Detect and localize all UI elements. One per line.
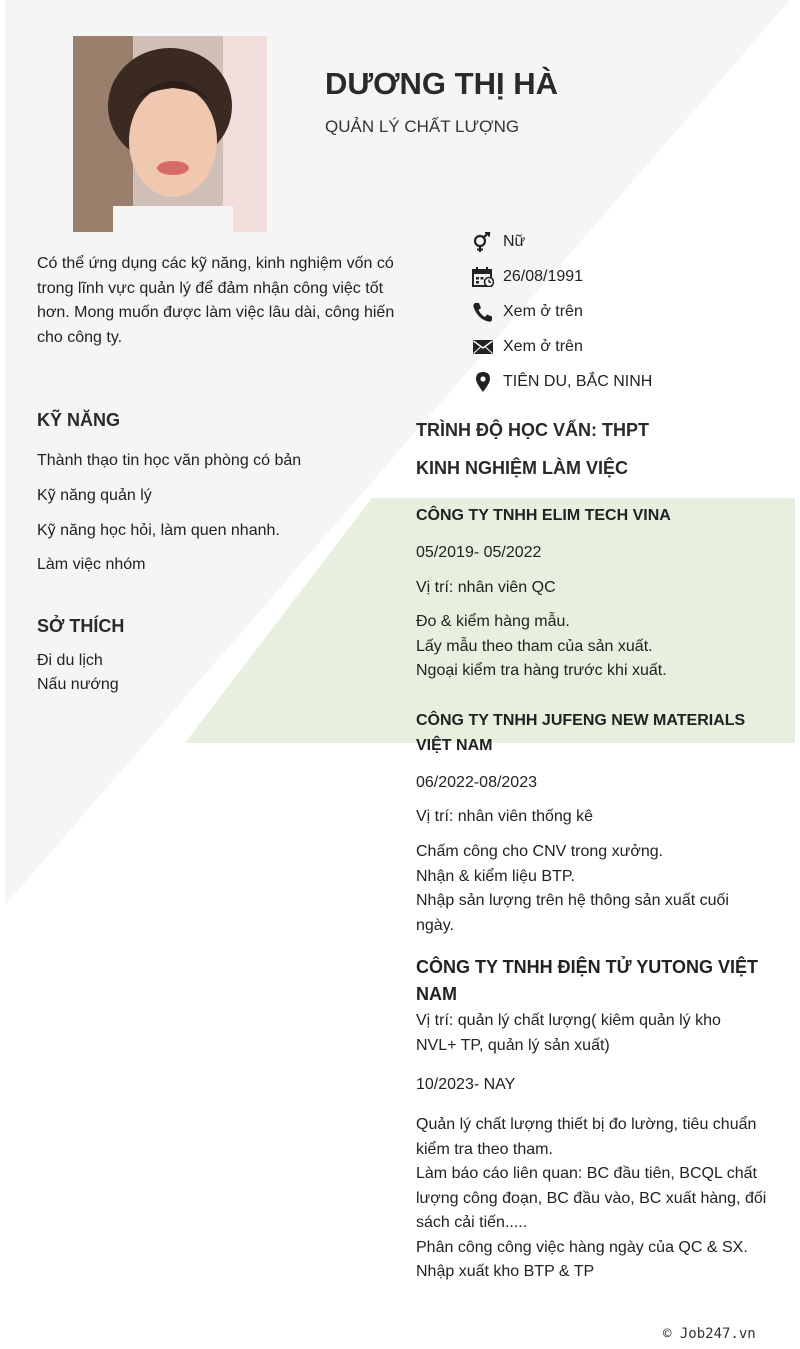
job-duty-line: Nhập sản lượng trên hệ thông sản xuất cuối ngày. [416, 892, 729, 934]
job-duty-line: Lấy mẫu theo tham của sản xuất. [416, 637, 653, 655]
skill-item: Kỹ năng học hỏi, làm quen nhanh. [37, 522, 280, 539]
job-duty-line: Phân công công việc hàng ngày của QC & SX. [416, 1238, 748, 1256]
contact-phone [472, 300, 772, 324]
job-company: CÔNG TY TNHH ĐIỆN TỬ YUTONG VIỆT NAM [416, 957, 758, 1004]
contact-gender [472, 230, 772, 254]
job-duty-line: Đo & kiểm hàng mẫu. [416, 613, 570, 630]
job-period: 10/2023- NAY [416, 1076, 516, 1093]
job-duty-line: Ngoại kiểm tra hàng trước khi xuất. [416, 662, 667, 679]
career-objective: Có thể ứng dụng các kỹ năng, kinh nghiệm vốn có trong lĩnh vực quản lý để đảm nhận công việc tốt hơn. Mong muốn được làm việc lâu dài, công hiến cho công ty. [37, 255, 395, 346]
job-duties [416, 1113, 778, 1285]
hobby-item: Nấu nướng [37, 676, 119, 693]
contact-phone-text: Xem ở trên [503, 303, 583, 320]
contact-email-text: Xem ở trên [503, 338, 583, 355]
contact-birthday [472, 265, 772, 289]
location-icon [472, 372, 494, 392]
job-company: CÔNG TY TNHH ELIM TECH VINA [416, 507, 671, 524]
contact-address [472, 370, 772, 394]
job-duty-line: Làm báo cáo liên quan: BC đầu tiên, BCQL chất lượng công đoạn, BC đầu vào, BC xuất hàng, đối sách cải tiến..... [416, 1165, 767, 1231]
job-title: QUẢN LÝ CHẤT LƯỢNG [325, 117, 520, 136]
job-company: CÔNG TY TNHH JUFENG NEW MATERIALS VIỆT NAM [416, 712, 746, 754]
calendar-icon [472, 267, 494, 287]
job-period: 05/2019- 05/2022 [416, 544, 542, 561]
mail-icon [472, 337, 494, 357]
skills-heading: KỸ NĂNG [37, 410, 121, 430]
hobby-item: Đi du lịch [37, 652, 103, 669]
job-position: Vị trí: nhân viên thống kê [416, 808, 593, 825]
contact-birthday-text: 26/08/1991 [503, 268, 584, 285]
avatar [73, 36, 267, 232]
job-duty-line: Chấm công cho CNV trong xưởng. [416, 843, 664, 860]
job-duties [416, 610, 781, 684]
footer-copyright: © Job247.vn [663, 1326, 756, 1342]
job-duties [416, 840, 761, 938]
hobbies-heading: SỞ THÍCH [37, 616, 125, 636]
job-duty-line: Nhập xuất kho BTP & TP [416, 1263, 595, 1280]
job-duty-line: Nhận & kiểm liệu BTP. [416, 867, 575, 885]
contact-address-text: TIÊN DU, BẮC NINH [503, 373, 653, 390]
education-heading: TRÌNH ĐỘ HỌC VẤN: THPT [416, 420, 649, 440]
job-duty-line: Quản lý chất lượng thiết bị đo lường, tiêu chuẩn kiểm tra theo tham. [416, 1116, 757, 1158]
job-position: Vị trí: quản lý chất lượng( kiêm quản lý kho NVL+ TP, quản lý sản xuất) [416, 1012, 721, 1054]
gender-icon [472, 232, 494, 252]
job-period: 06/2022-08/2023 [416, 774, 537, 791]
contact-email [472, 335, 772, 359]
candidate-name: DƯƠNG THỊ HÀ [325, 66, 558, 101]
skill-item: Kỹ năng quản lý [37, 487, 152, 504]
skill-item: Thành thạo tin học văn phòng có bản [37, 452, 302, 469]
contact-gender-text: Nữ [503, 233, 526, 250]
skill-item: Làm việc nhóm [37, 556, 146, 573]
job-position: Vị trí: nhân viên QC [416, 579, 556, 596]
experience-heading: KINH NGHIỆM LÀM VIỆC [416, 458, 629, 478]
phone-icon [472, 302, 494, 322]
